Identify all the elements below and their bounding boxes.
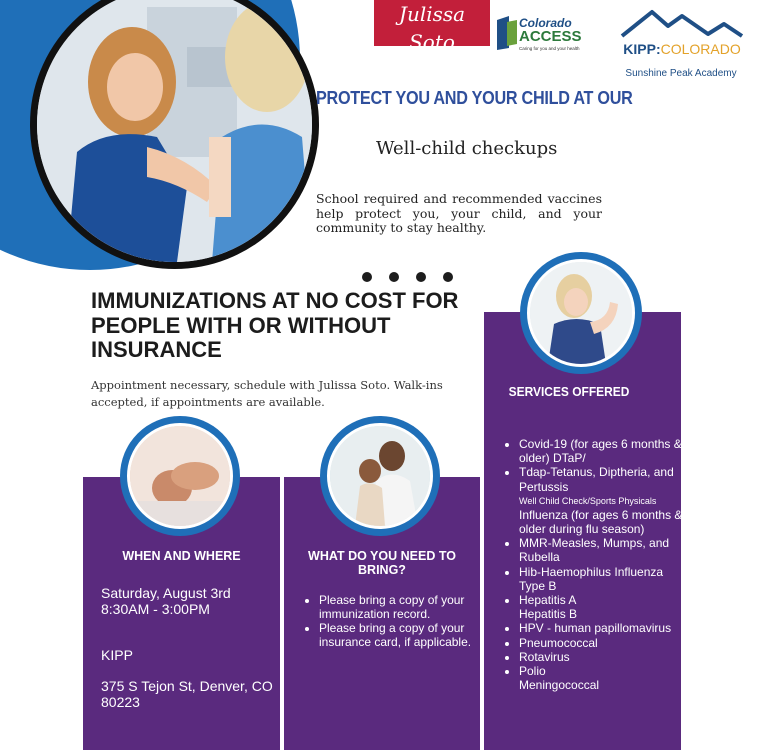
julissa-logo-name: Julissa Soto <box>398 2 466 54</box>
when-where-title: WHEN AND WHERE <box>122 549 241 563</box>
headline: PROTECT YOU AND YOUR CHILD AT OUR <box>316 88 633 108</box>
list-item: • Hib-Haemophilus Influenza Type B <box>519 565 687 593</box>
colorado-access-logo <box>493 14 593 54</box>
services-title: SERVICES OFFERED <box>508 384 630 399</box>
girl-photo-frame <box>520 252 642 374</box>
services-list <box>502 437 687 692</box>
parent-child-photo-frame <box>320 416 440 536</box>
list-item: • MMR-Measles, Mumps, and Rubella <box>519 536 687 564</box>
list-item: Hepatitis B <box>519 607 578 622</box>
subhead: Well-child checkups <box>376 138 558 159</box>
girl-photo <box>527 259 635 367</box>
parent-child-photo <box>327 423 433 529</box>
list-item: • Tdap-Tetanus, Diptheria, and Pertussis <box>519 465 687 493</box>
main-title: IMMUNIZATIONS AT NO COST FOR PEOPLE WITH OR WITHOUT INSURANCE <box>91 288 459 362</box>
list-item: Meningococcal <box>519 678 600 693</box>
kipp-colorado-logo <box>612 8 750 80</box>
event-address: 375 S Tejon St, Denver, CO 80223 <box>101 678 273 710</box>
baby-photo <box>127 423 233 529</box>
baby-photo-illustration <box>130 426 230 526</box>
kipp-word: KIPP <box>623 41 656 57</box>
girl-photo-illustration <box>530 262 632 364</box>
parent-child-illustration <box>330 426 430 526</box>
coaccess-line1: Colorado <box>519 16 572 30</box>
list-item: • Polio <box>519 664 687 678</box>
julissa-soto-logo <box>374 0 490 62</box>
list-item: • Hepatitis A <box>519 593 687 607</box>
colorado-access-mark-icon <box>493 14 519 52</box>
list-item: • Please bring a copy of your immunization record. <box>319 593 484 621</box>
list-item: Well Child Check/Sports Physicals <box>519 495 657 506</box>
kipp-school-name: Sunshine Peak Academy <box>625 68 737 79</box>
baby-photo-frame <box>120 416 240 536</box>
list-item: • Covid-19 (for ages 6 months & older) DTaP/ <box>519 437 687 465</box>
what-to-bring-list <box>304 593 484 649</box>
decorative-dot <box>416 272 426 282</box>
list-item: • HPV - human papillomavirus <box>519 621 687 635</box>
event-time: 8:30AM - 3:00PM <box>101 601 210 617</box>
coaccess-line2: ACCESS <box>519 28 582 45</box>
mountain-icon <box>612 8 750 40</box>
hero-photo-nurse-vaccinating-child <box>30 0 319 269</box>
list-item: Influenza (for ages 6 months & older during flu season) <box>519 507 683 537</box>
kipp-wordmark: KIPP:COLORADO <box>623 41 741 57</box>
list-item: • Please bring a copy of your insurance card, if applicable. <box>319 621 484 649</box>
intro-paragraph: School required and recommended vaccines help protect you, your child, and your community to stay healthy. <box>316 191 602 235</box>
event-date: Saturday, August 3rd <box>101 585 231 601</box>
coaccess-tagline: Caring for you and your health <box>519 46 580 51</box>
decorative-dot <box>362 272 372 282</box>
list-item: • Rotavirus <box>519 650 687 664</box>
event-date-time <box>101 585 231 617</box>
decorative-dot <box>389 272 399 282</box>
decorative-dot <box>443 272 453 282</box>
appointment-note: Appointment necessary, schedule with Julissa Soto. Walk-ins accepted, if appointments are available. <box>91 378 443 409</box>
event-venue: KIPP <box>101 647 133 663</box>
list-item: • Pneumococcal <box>519 636 687 650</box>
hero-photo-illustration <box>37 0 312 262</box>
julissa-logo-subtitle: LATINO HEALTH EQUITY CONSULTING <box>376 56 488 62</box>
what-to-bring-title: WHAT DO YOU NEED TO BRING? <box>308 549 456 577</box>
kipp-colorado-word: COLORADO <box>660 41 741 57</box>
